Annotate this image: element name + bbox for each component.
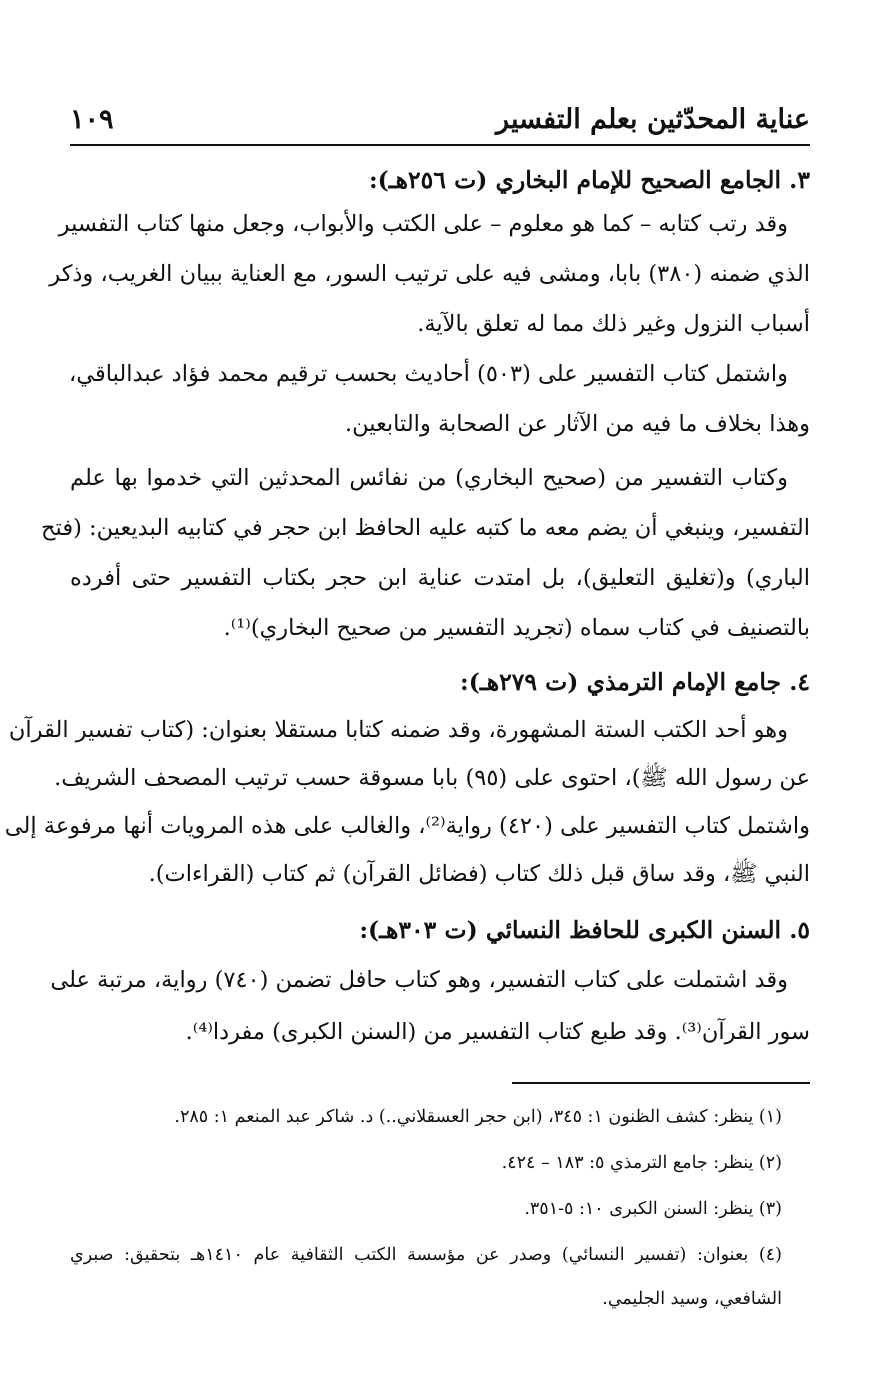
body-line: الذي ضمنه (٣٨٠) بابا، ومشى فيه على ترتيب السور، مع العناية ببيان الغريب، وذكر [49, 261, 810, 287]
footnote: (١) ينظر: كشف الظنون ١: ٣٤٥، (ابن حجر العسقلاني..) د. شاكر عبد المنعم ١: ٢٨٥. [174, 1107, 782, 1127]
running-header-title: عناية المحدّثين بعلم التفسير [496, 104, 810, 135]
body-line: واشتمل كتاب التفسير على (٤٢٠) رواية⁽²⁾، والغالب على هذه المرويات أنها مرفوعة إلى [4, 813, 810, 839]
body-line: بالتصنيف في كتاب سماه (تجريد التفسير من صحيح البخاري)⁽¹⁾. [223, 615, 810, 641]
body-line: عن رسول الله ﷺ)، احتوى على (٩٥) بابا مسوقة حسب ترتيب المصحف الشريف. [54, 765, 810, 791]
body-line: وكتاب التفسير من (صحيح البخاري) من نفائس المحدثين التي خدموا بها علم [70, 465, 788, 491]
page-number: ١٠٩ [70, 104, 114, 135]
section-heading-nasai: ٥. السنن الكبرى للحافظ النسائي (ت ٣٠٣هـ): [359, 916, 810, 944]
footnote: (٣) ينظر: السنن الكبرى ١٠: ٥-٣٥١. [524, 1199, 782, 1219]
footnote-separator [512, 1082, 810, 1084]
body-line: وقد رتب كتابه – كما هو معلوم – على الكتب والأبواب، وجعل منها كتاب التفسير [58, 211, 788, 237]
body-line: النبي ﷺ، وقد ساق قبل ذلك كتاب (فضائل القرآن) ثم كتاب (القراءات). [148, 861, 810, 887]
body-line: وقد اشتملت على كتاب التفسير، وهو كتاب حافل تضمن (٧٤٠) رواية، مرتبة على [50, 967, 788, 993]
section-heading-bukhari: ٣. الجامع الصحيح للإمام البخاري (ت ٢٥٦هـ): [368, 166, 810, 194]
footnote: (٢) ينظر: جامع الترمذي ٥: ١٨٣ – ٤٢٤. [501, 1153, 782, 1173]
footnote-continuation: الشافعي، وسيد الجليمي. [602, 1289, 782, 1309]
running-header [70, 100, 810, 146]
body-line: أسباب النزول وغير ذلك مما له تعلق بالآية. [417, 311, 810, 337]
footnote: (٤) بعنوان: (تفسير النسائي) وصدر عن مؤسسة الكتب الثقافية عام ١٤١٠هـ بتحقيق: صبري [70, 1245, 782, 1265]
section-heading-tirmidhi: ٤. جامع الإمام الترمذي (ت ٢٧٩هـ): [460, 668, 810, 696]
body-line: وهو أحد الكتب الستة المشهورة، وقد ضمنه كتابا مستقلا بعنوان: (كتاب تفسير القرآن [8, 717, 788, 743]
body-line: وهذا بخلاف ما فيه من الآثار عن الصحابة والتابعين. [345, 411, 810, 437]
body-line: الباري) و(تغليق التعليق)، بل امتدت عناية ابن حجر بكتاب التفسير حتى أفرده [70, 565, 810, 591]
body-line: سور القرآن⁽³⁾. وقد طبع كتاب التفسير من (السنن الكبرى) مفردا⁽⁴⁾. [185, 1019, 810, 1045]
body-line: واشتمل كتاب التفسير على (٥٠٣) أحاديث بحسب ترقيم محمد فؤاد عبدالباقي، [68, 361, 788, 387]
body-line: التفسير، وينبغي أن يضم معه ما كتبه عليه الحافظ ابن حجر في كتابيه البديعين: (فتح [41, 515, 810, 541]
